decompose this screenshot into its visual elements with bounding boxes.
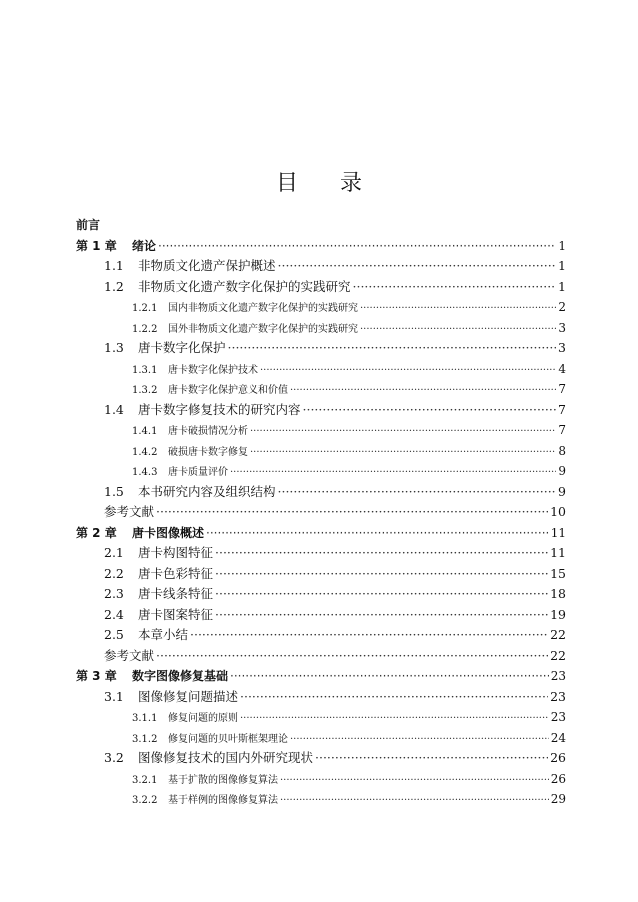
toc-entry-number: 3.1.2: [132, 733, 158, 745]
toc-entry-title: 国外非物质文化遗产数字化保护的实践研究: [168, 323, 358, 335]
toc-entry-page: 7: [558, 401, 566, 417]
toc-entry-page: 23: [550, 688, 566, 704]
toc-leader-dots: [250, 443, 556, 464]
toc-entry-page: 1: [558, 258, 566, 273]
toc-entry-page: 22: [550, 647, 566, 663]
toc-entry[interactable]: [76, 523, 566, 544]
toc-entry[interactable]: [76, 297, 566, 318]
toc-entry-title: 唐卡破损情况分析: [168, 426, 248, 437]
toc-leader-dots: [360, 320, 556, 341]
toc-leader-dots: [260, 361, 556, 382]
toc-entry-title: 唐卡线条特征: [138, 586, 214, 601]
toc-entry[interactable]: [76, 646, 566, 667]
toc-leader-dots: [215, 564, 548, 585]
toc-leader-dots: [156, 646, 548, 667]
toc-leader-dots: [240, 709, 549, 730]
toc-entry[interactable]: [76, 666, 566, 687]
toc-entry[interactable]: [76, 236, 566, 257]
toc-entry[interactable]: [76, 605, 566, 626]
toc-entry-number: 1.5: [104, 483, 124, 499]
toc-entry-page: 4: [558, 361, 566, 376]
toc-leader-dots: [278, 256, 557, 277]
toc-leader-dots: [215, 605, 548, 626]
toc-entry-number: 1.4.1: [132, 426, 158, 437]
page-title: [0, 166, 638, 197]
toc-entry-number: 3.1: [104, 688, 124, 704]
toc-entry[interactable]: [76, 359, 566, 380]
toc-entry-number: 1.4.3: [132, 467, 158, 478]
toc-entry-number: 2.4: [104, 606, 124, 622]
toc-entry-page: 23: [550, 710, 566, 724]
toc-entry[interactable]: [76, 728, 566, 749]
toc-entry-number: 第 2 章: [76, 525, 117, 540]
toc-entry-number: 1.4: [104, 401, 124, 417]
toc-entry-title: 唐卡图像概述: [132, 525, 205, 540]
title-char-2: 录: [340, 171, 363, 196]
toc-entry-title: 唐卡数字化保护意义和价值: [168, 385, 288, 396]
toc-entry[interactable]: [76, 420, 566, 441]
toc-entry-page: 18: [550, 586, 566, 601]
toc-entry[interactable]: [76, 338, 566, 359]
toc-entry-title: 唐卡构图特征: [138, 545, 214, 560]
toc-entry-number: 1.1: [104, 258, 124, 273]
toc-entry-page: 9: [558, 483, 566, 499]
toc-leader-dots: [190, 625, 548, 646]
toc-entry[interactable]: [76, 707, 566, 728]
toc-entry-number: 第 1 章: [76, 238, 117, 253]
toc-entry-title: 前言: [76, 218, 101, 232]
toc-entry-number: 1.3: [104, 340, 124, 355]
toc-entry-page: 3: [558, 340, 566, 355]
toc-entry-title: 基于样例的图像修复算法: [168, 795, 278, 806]
toc-entry-page: 26: [550, 750, 566, 765]
toc-leader-dots: [280, 771, 549, 792]
toc-entry-number: 3.2.1: [132, 774, 158, 786]
toc-leader-dots: [215, 584, 548, 605]
toc-entry-page: 7: [558, 423, 566, 437]
toc-entry-title: 非物质文化遗产数字化保护的实践研究: [138, 278, 351, 294]
toc-entry-number: 1.3.2: [132, 385, 158, 396]
toc-entry-page: 15: [550, 565, 566, 581]
toc-entry-page: 11: [550, 525, 566, 540]
toc-entry-title: 绪论: [132, 238, 157, 253]
toc-entry[interactable]: [76, 277, 566, 298]
toc-entry[interactable]: [76, 318, 566, 339]
toc-leader-dots: [230, 666, 549, 687]
toc-entry-number: 1.3.1: [132, 364, 158, 376]
toc-entry-number: 第 3 章: [76, 669, 117, 683]
toc-entry-page: 19: [550, 606, 566, 622]
toc-entry[interactable]: [76, 379, 566, 400]
toc-entry-title: 图像修复技术的国内外研究现状: [138, 750, 314, 765]
toc-entry-title: 唐卡数字修复技术的研究内容: [138, 401, 301, 417]
toc-leader-dots: [280, 791, 549, 812]
toc-entry-title: 唐卡数字化保护技术: [168, 364, 258, 376]
toc-entry-title: 唐卡质量评价: [168, 467, 228, 478]
toc-entry-page: 7: [558, 382, 566, 396]
toc-entry[interactable]: [76, 564, 566, 585]
toc-entry-page: 23: [550, 669, 566, 683]
toc-entry[interactable]: [76, 789, 566, 810]
toc-entry-page: 8: [558, 443, 566, 458]
toc-entry[interactable]: [76, 625, 566, 646]
toc-entry-page: 22: [550, 627, 566, 642]
toc-entry[interactable]: [76, 441, 566, 462]
toc-entry-page: 26: [550, 771, 566, 786]
toc-entry-title: 修复问题的原则: [168, 713, 238, 724]
toc-entry-page: 24: [550, 730, 566, 745]
toc-entry[interactable]: [76, 584, 566, 605]
toc-entry-number: 1.2.1: [132, 303, 158, 314]
toc-leader-dots: [290, 730, 549, 751]
toc-entry-title: 本章小结: [138, 627, 189, 642]
toc-entry-title: 参考文献: [104, 504, 155, 519]
toc-entry-number: 1.2.2: [132, 323, 158, 335]
toc-leader-dots: [250, 422, 556, 443]
toc-entry-page: 29: [550, 792, 566, 806]
toc-leader-dots: [240, 687, 548, 708]
toc-leader-dots: [360, 299, 556, 320]
toc-entry-page: 1: [558, 278, 566, 294]
toc-leader-dots: [228, 338, 557, 359]
toc-entry-number: 3.1.1: [132, 713, 158, 724]
toc-entry-title: 基于扩散的图像修复算法: [168, 774, 278, 786]
toc-entry-number: 3.2.2: [132, 795, 158, 806]
toc-entry[interactable]: [76, 256, 566, 277]
toc-entry-page: 2: [558, 300, 566, 314]
toc-entry-title: 本书研究内容及组织结构: [138, 483, 276, 499]
toc-entry-page: 3: [558, 320, 566, 335]
toc-leader-dots: [278, 482, 557, 503]
toc-leader-dots: [156, 502, 548, 523]
toc-entry[interactable]: [76, 687, 566, 708]
toc-leader-dots: [315, 748, 548, 769]
toc-entry-title: 数字图像修复基础: [132, 669, 229, 683]
toc-entry-title: 非物质文化遗产保护概述: [138, 258, 276, 273]
toc-entry[interactable]: [76, 769, 566, 790]
toc-entry-number: 2.1: [104, 545, 124, 560]
toc-entry[interactable]: [76, 400, 566, 421]
toc-entry[interactable]: [76, 461, 566, 482]
toc-entry[interactable]: [76, 502, 566, 523]
toc-entry-title: 唐卡色彩特征: [138, 565, 214, 581]
toc-entry-number: 3.2: [104, 750, 124, 765]
toc-entry-title: 唐卡图案特征: [138, 606, 214, 622]
toc-leader-dots: [215, 543, 548, 564]
toc-entry-title: 唐卡数字化保护: [138, 340, 226, 355]
toc-entry-number: 1.2: [104, 278, 124, 294]
toc-entry[interactable]: [76, 482, 566, 503]
toc-entry-page: 9: [558, 464, 566, 478]
toc-entry-title: 参考文献: [104, 647, 155, 663]
toc-leader-dots: [353, 277, 557, 298]
toc-leader-dots: [206, 523, 549, 544]
toc-leader-dots: [230, 463, 556, 484]
toc-leader-dots: [158, 236, 556, 257]
toc-entry-title: 图像修复问题描述: [138, 688, 239, 704]
toc-entry-title: 国内非物质文化遗产数字化保护的实践研究: [168, 303, 358, 314]
toc-entry-number: 1.4.2: [132, 446, 158, 458]
toc-entry-number: 2.2: [104, 565, 124, 581]
toc-entry-page: 10: [550, 504, 566, 519]
toc-entry[interactable]: [76, 748, 566, 769]
toc-entry-title: 破损唐卡数字修复: [168, 446, 248, 458]
toc-entry-title: 修复问题的贝叶斯框架理论: [168, 733, 288, 745]
toc-entry[interactable]: [76, 543, 566, 564]
toc-entry-page: 1: [558, 238, 566, 253]
toc-leader-dots: [290, 381, 556, 402]
table-of-contents: [76, 215, 566, 810]
toc-leader-dots: [303, 400, 557, 421]
toc-entry[interactable]: [76, 215, 566, 236]
toc-entry-page: 11: [550, 545, 566, 560]
toc-entry-number: 2.3: [104, 586, 124, 601]
title-char-1: 目: [275, 171, 298, 196]
toc-entry-number: 2.5: [104, 627, 124, 642]
